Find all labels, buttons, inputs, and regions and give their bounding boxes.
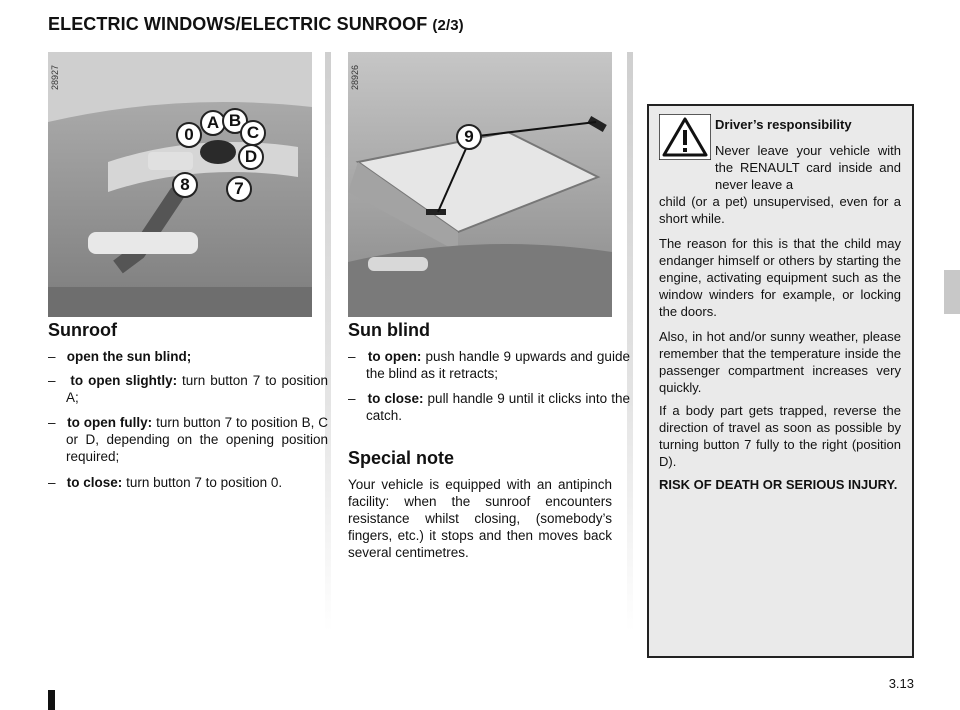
footer-marker [48,690,55,710]
photo-reference-number: 28927 [50,64,60,90]
list-item: – to close: pull handle 9 until it clicks into the catch. [348,391,630,423]
list-item: – to close: turn button 7 to position 0. [48,475,283,490]
column-divider-left [325,52,331,632]
callout-a: A [200,110,226,136]
warning-box [647,104,914,658]
sunroof-heading: Sunroof [48,320,117,340]
list-item: – to open slightly: turn button 7 to position A; [48,373,328,405]
warning-para-1: child (or a pet) unsupervised, even for a short while. [659,194,901,226]
sun-blind-photo [348,52,612,317]
page-title [48,14,464,35]
callout-8: 8 [172,172,198,198]
title-suffix: (2/3) [432,17,464,34]
photo-reference-number: 28926 [350,64,360,90]
warning-para-3: Also, in hot and/or sunny weather, please remember that the temperature inside the passenger compartment increases very quickly. [659,329,901,395]
callout-c: C [240,120,266,146]
sunroof-control-photo [48,52,312,317]
callout-leader-lines [348,52,612,317]
page-number: 3.13 [888,676,914,691]
chapter-tab [944,270,960,314]
warning-para-1-start: Never leave your vehicle with the RENAULT card inside and never leave a [715,143,901,192]
warning-title: Driver’s responsibility [715,117,852,132]
column-divider-right [627,52,633,632]
callout-9: 9 [456,124,482,150]
callout-7: 7 [226,176,252,202]
warning-para-2: The reason for this is that the child may endanger himself or others by starting the engine, activating equipment such as the window winders for example, or locking the doors. [659,236,901,319]
callout-d: D [238,144,264,170]
warning-triangle-icon [659,114,711,160]
title-main: ELECTRIC WINDOWS/ELECTRIC SUNROOF [48,14,428,34]
warning-para-4: If a body part gets trapped, reverse the direction of travel as soon as possible by turning button 7 fully to the right (position D). [659,403,901,469]
warning-para-5: RISK OF DEATH OR SERIOUS INJURY. [659,477,898,492]
list-item: – to open fully: turn button 7 to position B, C or D, depending on the opening position required; [48,415,328,464]
special-note-text: Your vehicle is equipped with an antipinch facility: when the sunroof encounters resistance whilst closing, (somebody’s fingers, etc.) it stops and then moves back several centimetres. [348,477,612,560]
list-item: – open the sun blind; [48,349,192,364]
callout-0: 0 [176,122,202,148]
list-item: – to open: push handle 9 upwards and guide the blind as it retracts; [348,349,630,381]
callout-b: B [222,108,248,134]
sun-blind-heading: Sun blind [348,320,430,340]
special-note-heading: Special note [348,448,455,468]
